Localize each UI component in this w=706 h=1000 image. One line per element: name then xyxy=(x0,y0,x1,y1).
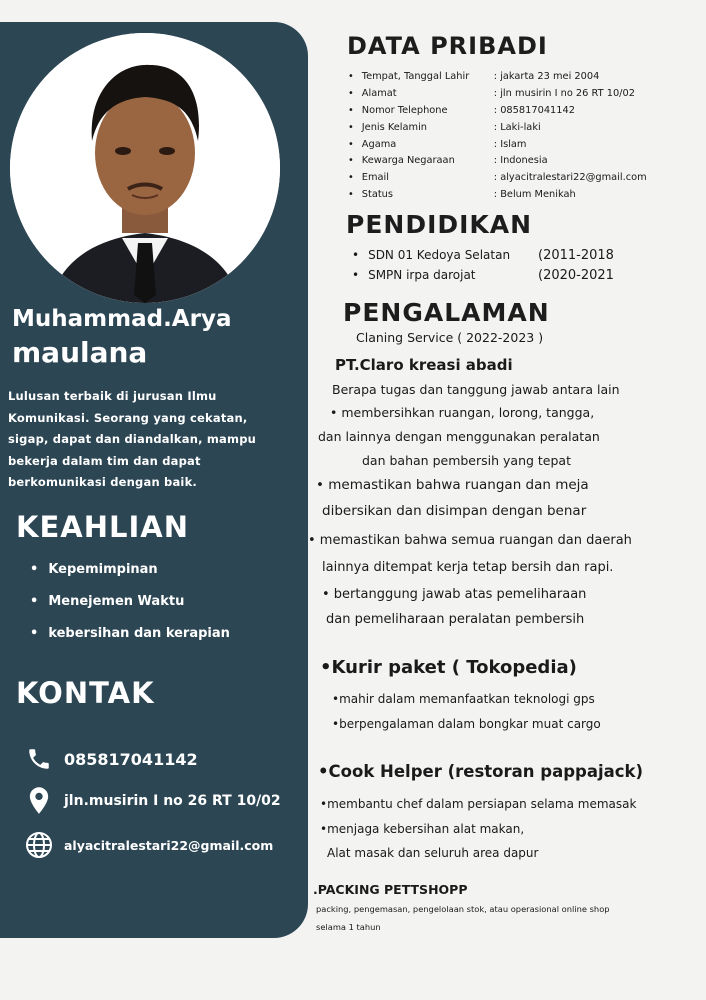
skill-item: • Menejemen Waktu xyxy=(30,594,230,626)
job2-title: •Kurir paket ( Tokopedia) xyxy=(320,657,577,678)
personal-value: : jakarta 23 mei 2004 xyxy=(493,70,600,82)
personal-label: • Alamat xyxy=(361,87,397,99)
job1-intro: Berapa tugas dan tanggung jawab antara lain xyxy=(332,382,620,397)
personal-value: : Indonesia xyxy=(493,155,548,167)
job1-line: • membersihkan ruangan, lorong, tangga, xyxy=(330,405,595,420)
personal-row xyxy=(348,85,647,102)
job3-line: Alat masak dan seluruh area dapur xyxy=(327,846,539,860)
personal-label: • Status xyxy=(361,189,393,201)
job1-company: PT.Claro kreasi abadi xyxy=(335,356,513,374)
contact-address-text: jln.musirin I no 26 RT 10/02 xyxy=(64,793,281,809)
job2-line: •berpengalaman dalam bongkar muat cargo xyxy=(332,717,601,731)
contact-phone-text: 085817041142 xyxy=(64,749,198,769)
skill-item: • kebersihan dan kerapian xyxy=(30,626,230,658)
education-list xyxy=(352,245,614,285)
personal-value: : Laki-laki xyxy=(493,121,541,133)
personal-label: • Email xyxy=(361,172,389,184)
skills-heading: KEAHLIAN xyxy=(16,510,189,544)
personal-label: • Kewarga Negaraan xyxy=(361,155,455,167)
personal-value: : Islam xyxy=(493,138,527,150)
profile-photo xyxy=(10,33,280,303)
phone-icon xyxy=(22,744,56,774)
personal-row xyxy=(348,169,647,186)
contact-email-text: alyacitralestari22@gmail.com xyxy=(64,837,274,853)
job1-line: • bertanggung jawab atas pemeliharaan xyxy=(322,587,587,602)
job1-line: dan pemeliharaan peralatan pembersih xyxy=(326,612,585,627)
job3-line: •menjaga kebersihan alat makan, xyxy=(320,822,525,836)
name-first: Muhammad.Arya xyxy=(12,306,232,332)
personal-label: • Jenis Kelamin xyxy=(361,121,428,133)
personal-row xyxy=(348,186,647,203)
education-years: (2011-2018 xyxy=(538,247,614,263)
skills-list xyxy=(30,562,230,658)
name-last: maulana xyxy=(12,336,148,369)
job1-line: • memastikan bahwa ruangan dan meja xyxy=(316,477,589,493)
personal-row xyxy=(348,102,647,119)
contact-email xyxy=(22,830,273,860)
personal-row xyxy=(348,119,647,136)
job4-line: selama 1 tahun xyxy=(316,922,381,932)
job4-title: .PACKING PETTSHOPP xyxy=(313,882,468,897)
personal-heading: DATA PRIBADI xyxy=(347,32,548,60)
personal-value: : Belum Menikah xyxy=(493,189,576,201)
personal-row xyxy=(348,68,647,85)
contact-heading: KONTAK xyxy=(16,676,155,710)
job4-line: packing, pengemasan, pengelolaan stok, atau operasional online shop xyxy=(316,904,610,914)
skill-item: • Kepemimpinan xyxy=(30,562,230,594)
personal-row xyxy=(348,136,647,153)
job3-line: •membantu chef dalam persiapan selama memasak xyxy=(320,797,637,811)
job1-line: • memastikan bahwa semua ruangan dan daerah xyxy=(308,533,632,548)
contact-address xyxy=(22,786,281,816)
personal-value: : alyacitralestari22@gmail.com xyxy=(493,172,647,184)
job1-title: Claning Service ( 2022-2023 ) xyxy=(356,330,544,345)
globe-icon xyxy=(22,830,56,860)
personal-label: • Agama xyxy=(361,138,397,150)
education-heading: PENDIDIKAN xyxy=(346,210,533,239)
education-item xyxy=(352,245,614,265)
personal-row xyxy=(348,152,647,169)
profile-summary: Lulusan terbaik di jurusan Ilmu Komunikasi. Seorang yang cekatan, sigap, dapat dan diandalkan, mampu bekerja dalam tim dan dapat berkomunikasi dengan baik. xyxy=(8,389,257,489)
job3-title: •Cook Helper (restoran pappajack) xyxy=(318,762,644,781)
personal-value: : 085817041142 xyxy=(493,104,575,116)
job1-line: dibersikan dan disimpan dengan benar xyxy=(322,503,587,519)
education-school: • SMPN irpa darojat xyxy=(368,268,476,282)
personal-value: : jln musirin I no 26 RT 10/02 xyxy=(493,87,635,99)
contact-phone xyxy=(22,744,198,774)
job1-line: dan bahan pembersih yang tepat xyxy=(362,453,571,468)
job2-line: •mahir dalam memanfaatkan teknologi gps xyxy=(332,692,595,706)
education-years: (2020-2021 xyxy=(538,267,614,283)
education-item xyxy=(352,265,614,285)
location-pin-icon xyxy=(22,786,56,816)
personal-data-list xyxy=(348,68,647,203)
job1-line: lainnya ditempat kerja tetap bersih dan rapi. xyxy=(322,560,614,575)
personal-label: • Nomor Telephone xyxy=(361,104,448,116)
education-school: • SDN 01 Kedoya Selatan xyxy=(368,248,511,262)
experience-heading: PENGALAMAN xyxy=(343,298,550,327)
personal-label: • Tempat, Tanggal Lahir xyxy=(361,70,470,82)
job1-line: dan lainnya dengan menggunakan peralatan xyxy=(318,429,600,444)
